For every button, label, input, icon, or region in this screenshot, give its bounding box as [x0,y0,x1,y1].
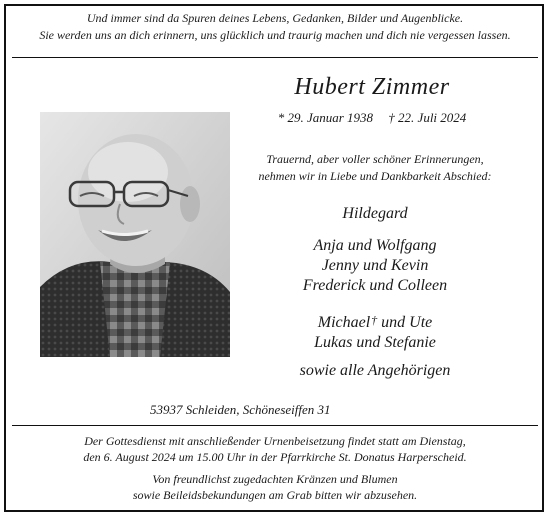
portrait-photo-image [40,112,230,357]
wishes-line-2: sowie Beileidsbekundungen am Grab bitten wir abzusehen. [132,488,418,502]
top-divider [12,57,538,58]
birth-date: * 29. Januar 1938 [277,110,374,125]
motto-line-2: Sie werden uns an dich erinnern, uns glücklich und traurig machen und dich nie vergessen lassen. [39,28,511,42]
service-info [0,433,550,465]
life-dates [240,110,504,126]
family-others [230,361,520,381]
family-line: Jenny und Kevin [321,257,429,274]
family-address: 53937 Schleiden, Schöneseiffen 31 [150,402,331,417]
wishes-line-1: Von freundlichst zugedachten Kränzen und Blumen [152,472,398,486]
michael-name: Michael [317,314,371,331]
others-line: sowie alle Angehörigen [299,362,451,379]
death-date: † 22. Juli 2024 [388,110,467,125]
farewell-intro [230,151,520,185]
service-line-2: den 6. August 2024 um 15.00 Uhr in der Pfarrkirche St. Donatus Harperscheid. [83,450,467,464]
family-children [230,236,520,296]
family-line: Anja und Wolfgang [313,237,437,254]
service-line-1: Der Gottesdienst mit anschließender Urnenbeisetzung findet statt am Dienstag, [84,434,466,448]
bottom-divider [12,425,538,426]
intro-line-1: Trauernd, aber voller schöner Erinnerungen, [266,152,484,166]
michael-partner: und Ute [377,314,433,331]
family-line: Lukas und Stefanie [314,334,436,351]
family-line: Frederick und Colleen [302,277,448,294]
motto-text [0,10,550,44]
family-spouse [230,204,520,224]
deceased-name: Hubert Zimmer [294,74,450,100]
motto-line-1: Und immer sind da Spuren deines Lebens, Gedanken, Bilder und Augenblicke. [86,11,464,25]
portrait-photo [40,112,230,357]
family-second-group [230,310,520,353]
family-line-michael [230,310,520,333]
condolence-wishes [0,471,550,503]
intro-line-2: nehmen wir in Liebe und Dankbarkeit Abschied: [258,169,492,183]
deceased-cross-mark: † [371,313,378,327]
spouse-name: Hildegard [342,205,408,222]
